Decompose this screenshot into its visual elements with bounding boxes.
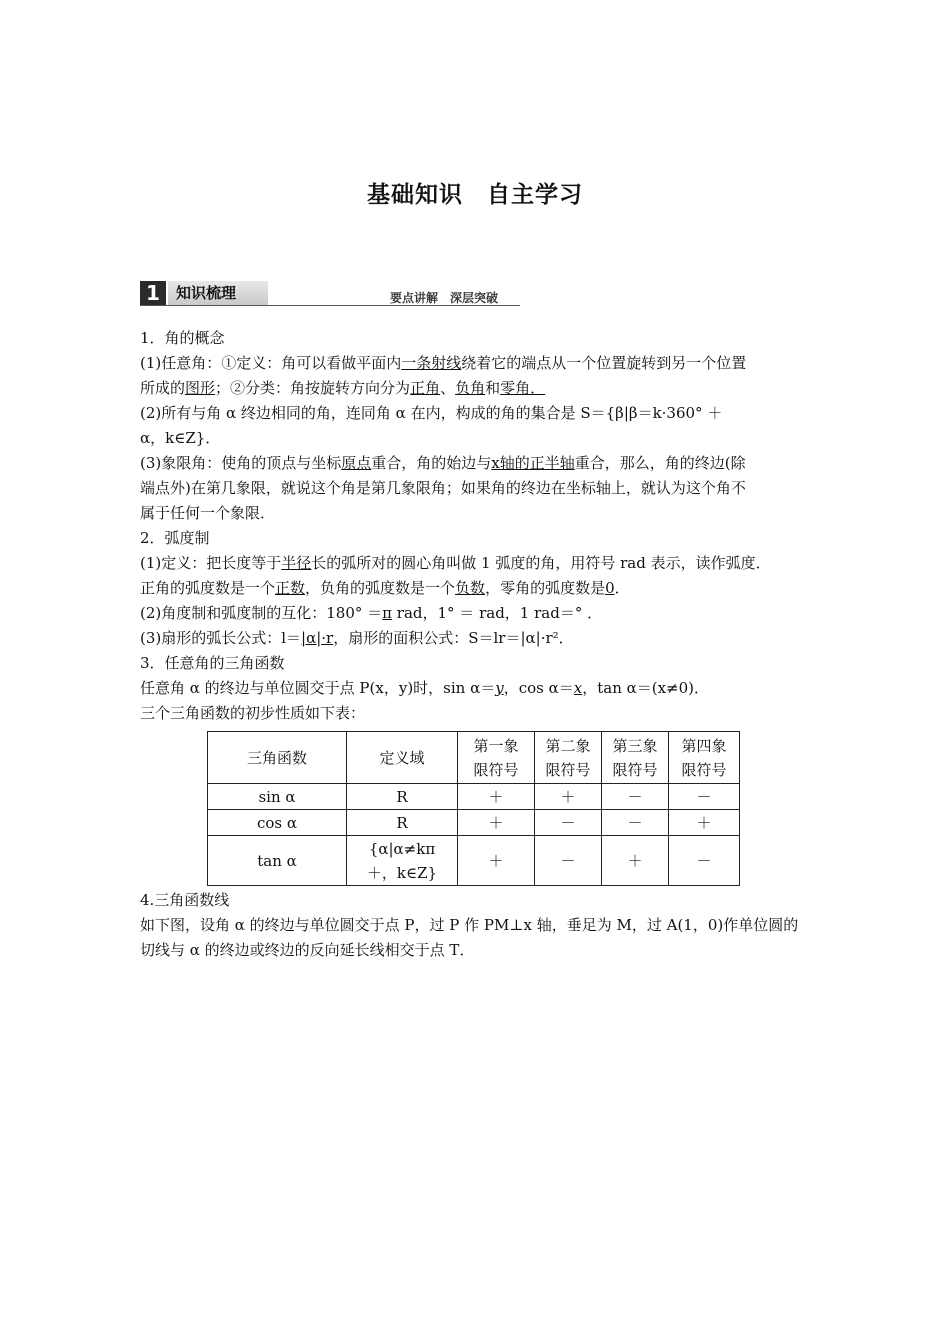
- text: (2)角度制和弧度制的互化：180° ＝: [140, 604, 383, 622]
- trig-sign-table: [207, 731, 740, 886]
- heading-trig-lines: 4.三角函数线: [140, 891, 230, 909]
- text: 限符号: [545, 760, 591, 779]
- paragraph: 三个三角函数的初步性质如下表：: [140, 704, 366, 722]
- answer-blank: x轴的正半轴: [491, 454, 575, 472]
- trig-lines-section: [140, 888, 812, 963]
- text: 限符号: [681, 760, 727, 779]
- text: 重合，那么，角的终边(除: [574, 454, 746, 472]
- table-cell: ＋: [669, 810, 740, 836]
- paragraph: 如下图，设角 α 的终边与单位圆交于点 P，过 P 作 PM⊥x 轴，垂足为 M，过 A(1，0)作单位圆的: [140, 916, 799, 934]
- table-cell: ＋: [458, 836, 535, 886]
- text: (1)定义：把长度等于: [140, 554, 282, 572]
- table-header-cell: [208, 732, 347, 784]
- table-cell: －: [602, 810, 669, 836]
- answer-blank: 图形: [185, 379, 216, 397]
- section-number: 1: [140, 281, 166, 305]
- table-cell: R: [347, 784, 458, 810]
- table-header-cell: [535, 732, 602, 784]
- text: ，零角的弧度数是: [485, 579, 606, 597]
- text: 任意角 α 的终边与单位圆交于点 P(x，y)时，sin α＝: [140, 679, 496, 697]
- section-subtitle: 要点讲解 深层突破: [390, 291, 499, 305]
- text: 限符号: [473, 760, 519, 779]
- paragraph: [140, 576, 812, 601]
- paragraph: [140, 451, 812, 476]
- section-divider: [140, 305, 520, 306]
- heading-radian: 2．弧度制: [140, 529, 210, 547]
- text: (3)扇形的弧长公式：l＝: [140, 629, 302, 647]
- text: ，扇形的面积公式：S＝lr＝|α|·r²．: [333, 629, 574, 647]
- page-title: [0, 176, 950, 209]
- paragraph: [140, 676, 812, 701]
- title-part2: 自主学习: [487, 182, 583, 208]
- paragraph: (2)所有与角 α 终边相同的角，连同角 α 在内，构成的角的集合是 S＝{β|β＝k·360° ＋: [140, 404, 723, 422]
- section-name: 知识梳理: [168, 281, 268, 305]
- table-header-row: [208, 732, 740, 784]
- main-content: [140, 326, 812, 726]
- text: 第一象: [473, 736, 519, 755]
- answer-blank: |α|·r: [301, 629, 334, 647]
- text: 第二象: [545, 736, 591, 755]
- answer-blank: x: [573, 679, 583, 697]
- table-header-cell: [347, 732, 458, 784]
- answer-blank: 0: [605, 579, 615, 597]
- table-cell: ＋: [458, 784, 535, 810]
- paragraph: 端点外)在第几象限，就说这个角是第几象限角；如果角的终边在坐标轴上，就认为这个角不: [140, 479, 746, 497]
- table-cell: ＋: [458, 810, 535, 836]
- text: (3)象限角：使角的顶点与坐标: [140, 454, 342, 472]
- heading-trig-functions: 3．任意角的三角函数: [140, 654, 285, 672]
- text: {α|α≠kπ: [368, 839, 436, 858]
- answer-blank: 正数: [275, 579, 306, 597]
- answer-blank: 负数: [455, 579, 486, 597]
- paragraph: [140, 601, 812, 626]
- paragraph: [140, 351, 812, 376]
- answer-blank: 原点: [341, 454, 372, 472]
- table-cell: ＋: [602, 836, 669, 886]
- text: 限符号: [612, 760, 658, 779]
- text: 重合，角的始边与: [371, 454, 492, 472]
- answer-blank: 零角．: [500, 379, 546, 397]
- table-header-cell: [458, 732, 535, 784]
- text: ＋，k∈Z}: [366, 863, 438, 882]
- answer-blank: 半径: [281, 554, 312, 572]
- text: 定义域: [379, 748, 425, 767]
- table-cell: tan α: [208, 836, 347, 886]
- table-row: [208, 836, 740, 886]
- text: 所成的: [140, 379, 186, 397]
- table-cell: cos α: [208, 810, 347, 836]
- answer-blank: 正角: [410, 379, 441, 397]
- table-header-cell: [602, 732, 669, 784]
- table-row: [208, 784, 740, 810]
- text: 第四象: [681, 736, 727, 755]
- paragraph: [140, 626, 812, 651]
- table-cell: －: [535, 810, 602, 836]
- table-cell: －: [535, 836, 602, 886]
- heading-angle-concept: 1．角的概念: [140, 329, 225, 347]
- answer-blank: y: [495, 679, 504, 697]
- text: 正角的弧度数是一个: [140, 579, 276, 597]
- title-part1: 基础知识: [367, 182, 463, 208]
- text: 长的弧所对的圆心角叫做 1 弧度的角，用符号 rad 表示，读作弧度．: [311, 554, 771, 572]
- table-cell: ＋: [535, 784, 602, 810]
- paragraph: [140, 376, 812, 401]
- paragraph: 切线与 α 的终边或终边的反向延长线相交于点 T．: [140, 941, 475, 959]
- text: 、: [440, 379, 456, 397]
- answer-blank: 负角: [455, 379, 486, 397]
- text: ；②分类：角按旋转方向分为: [215, 379, 411, 397]
- text: 和: [485, 379, 501, 397]
- text: ．: [614, 579, 630, 597]
- table-cell: sin α: [208, 784, 347, 810]
- table-cell: －: [602, 784, 669, 810]
- text: (1)任意角：①定义：角可以看做平面内: [140, 354, 402, 372]
- section-header: [140, 281, 520, 307]
- table-cell: －: [669, 836, 740, 886]
- text: ，tan α＝(x≠0)．: [582, 679, 710, 697]
- paragraph: α，k∈Z}．: [140, 429, 221, 447]
- text: 绕着它的端点从一个位置旋转到另一个位置: [461, 354, 747, 372]
- text: ，负角的弧度数是一个: [305, 579, 456, 597]
- table-row: [208, 810, 740, 836]
- table-cell: R: [347, 810, 458, 836]
- text: ，cos α＝: [503, 679, 574, 697]
- answer-blank: π: [382, 604, 393, 622]
- table-cell: －: [669, 784, 740, 810]
- answer-blank: 一条射线: [401, 354, 462, 372]
- table-header-cell: [669, 732, 740, 784]
- paragraph: [140, 551, 812, 576]
- paragraph: 属于任何一个象限．: [140, 504, 276, 522]
- text: 三角函数: [246, 748, 307, 767]
- table-cell: [347, 836, 458, 886]
- text: 第三象: [612, 736, 658, 755]
- text: rad，1° ＝ rad，1 rad＝° ．: [392, 604, 603, 622]
